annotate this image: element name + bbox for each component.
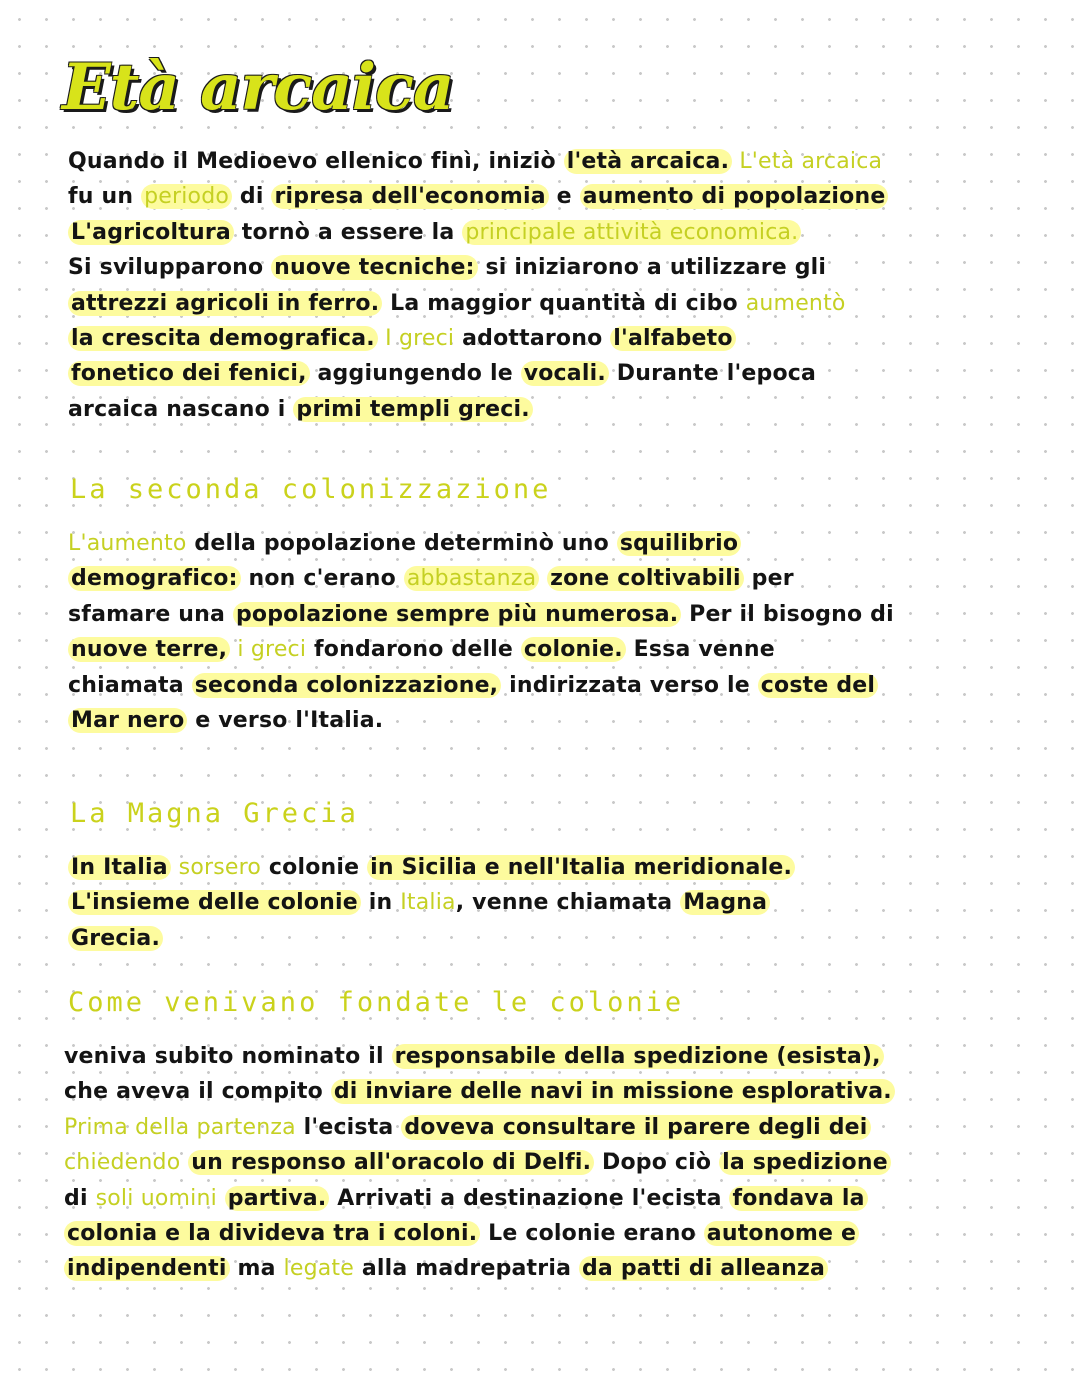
text-line: Si svilupparono nuove tecniche: si iniziarono a utilizzare gli <box>68 255 827 281</box>
intro-paragraph <box>68 144 888 427</box>
text-line: sfamare una popolazione sempre più numerosa. Per il bisogno di <box>68 601 894 627</box>
text-line: arcaica nascano i primi templi greci. <box>68 392 888 427</box>
page-title: Età arcaica <box>62 50 454 125</box>
text-line: la crescita demografica. I greci adottarono l'alfabeto <box>68 321 888 356</box>
text-line: L'agricoltura tornò a essere la principale attività economica. <box>68 215 888 250</box>
text-line: indipendenti ma legate alla madrepatria da patti di alleanza <box>64 1251 895 1286</box>
text-line: di soli uomini partiva. Arrivati a destinazione l'ecista fondava la <box>64 1181 895 1216</box>
text-line: In Italia sorsero colonie in Sicilia e nell'Italia meridionale. <box>68 850 795 885</box>
text-line: Grecia. <box>68 921 795 956</box>
text-line: che aveva il compito di inviare delle navi in missione esplorativa. <box>64 1074 895 1109</box>
heading-magna-grecia: La Magna Grecia <box>70 798 359 829</box>
text-line: L'insieme delle colonie in Italia, venne chiamata Magna <box>68 885 795 920</box>
magna-grecia-paragraph <box>68 850 795 956</box>
fondazione-paragraph <box>64 1039 895 1287</box>
text-line: chiamata seconda colonizzazione, indirizzata verso le coste del <box>68 668 894 703</box>
text-line: attrezzi agricoli in ferro. La maggior quantità di cibo aumentò <box>68 286 888 321</box>
text-line: veniva subito nominato il responsabile della spedizione (esista), <box>64 1039 895 1074</box>
text-line: Prima della partenza l'ecista doveva consultare il parere degli dei <box>64 1110 895 1145</box>
heading-fondazione-colonie: Come venivano fondate le colonie <box>68 987 685 1018</box>
text-line: colonia e la divideva tra i coloni. Le colonie erano autonome e <box>64 1216 895 1251</box>
heading-seconda-colonizzazione: La seconda colonizzazione <box>70 474 552 505</box>
text-line: L'aumento della popolazione determinò uno squilibrio <box>68 526 894 561</box>
text-line: demografico: non c'erano abbastanza zone coltivabili per <box>68 561 894 596</box>
text-line: chiedendo un responso all'oracolo di Delfi. Dopo ciò la spedizione <box>64 1145 895 1180</box>
text-line: fu un periodo di ripresa dell'economia e aumento di popolazione <box>68 179 888 214</box>
text-line: nuove terre, i greci fondarono delle colonie. Essa venne <box>68 632 894 667</box>
text-line: Quando il Medioevo ellenico finì, iniziò l'età arcaica. L'età arcaica <box>68 149 883 174</box>
text-line: Mar nero e verso l'Italia. <box>68 703 894 738</box>
colonizzazione-paragraph <box>68 526 894 738</box>
text-line: fonetico dei fenici, aggiungendo le vocali. Durante l'epoca <box>68 356 888 391</box>
